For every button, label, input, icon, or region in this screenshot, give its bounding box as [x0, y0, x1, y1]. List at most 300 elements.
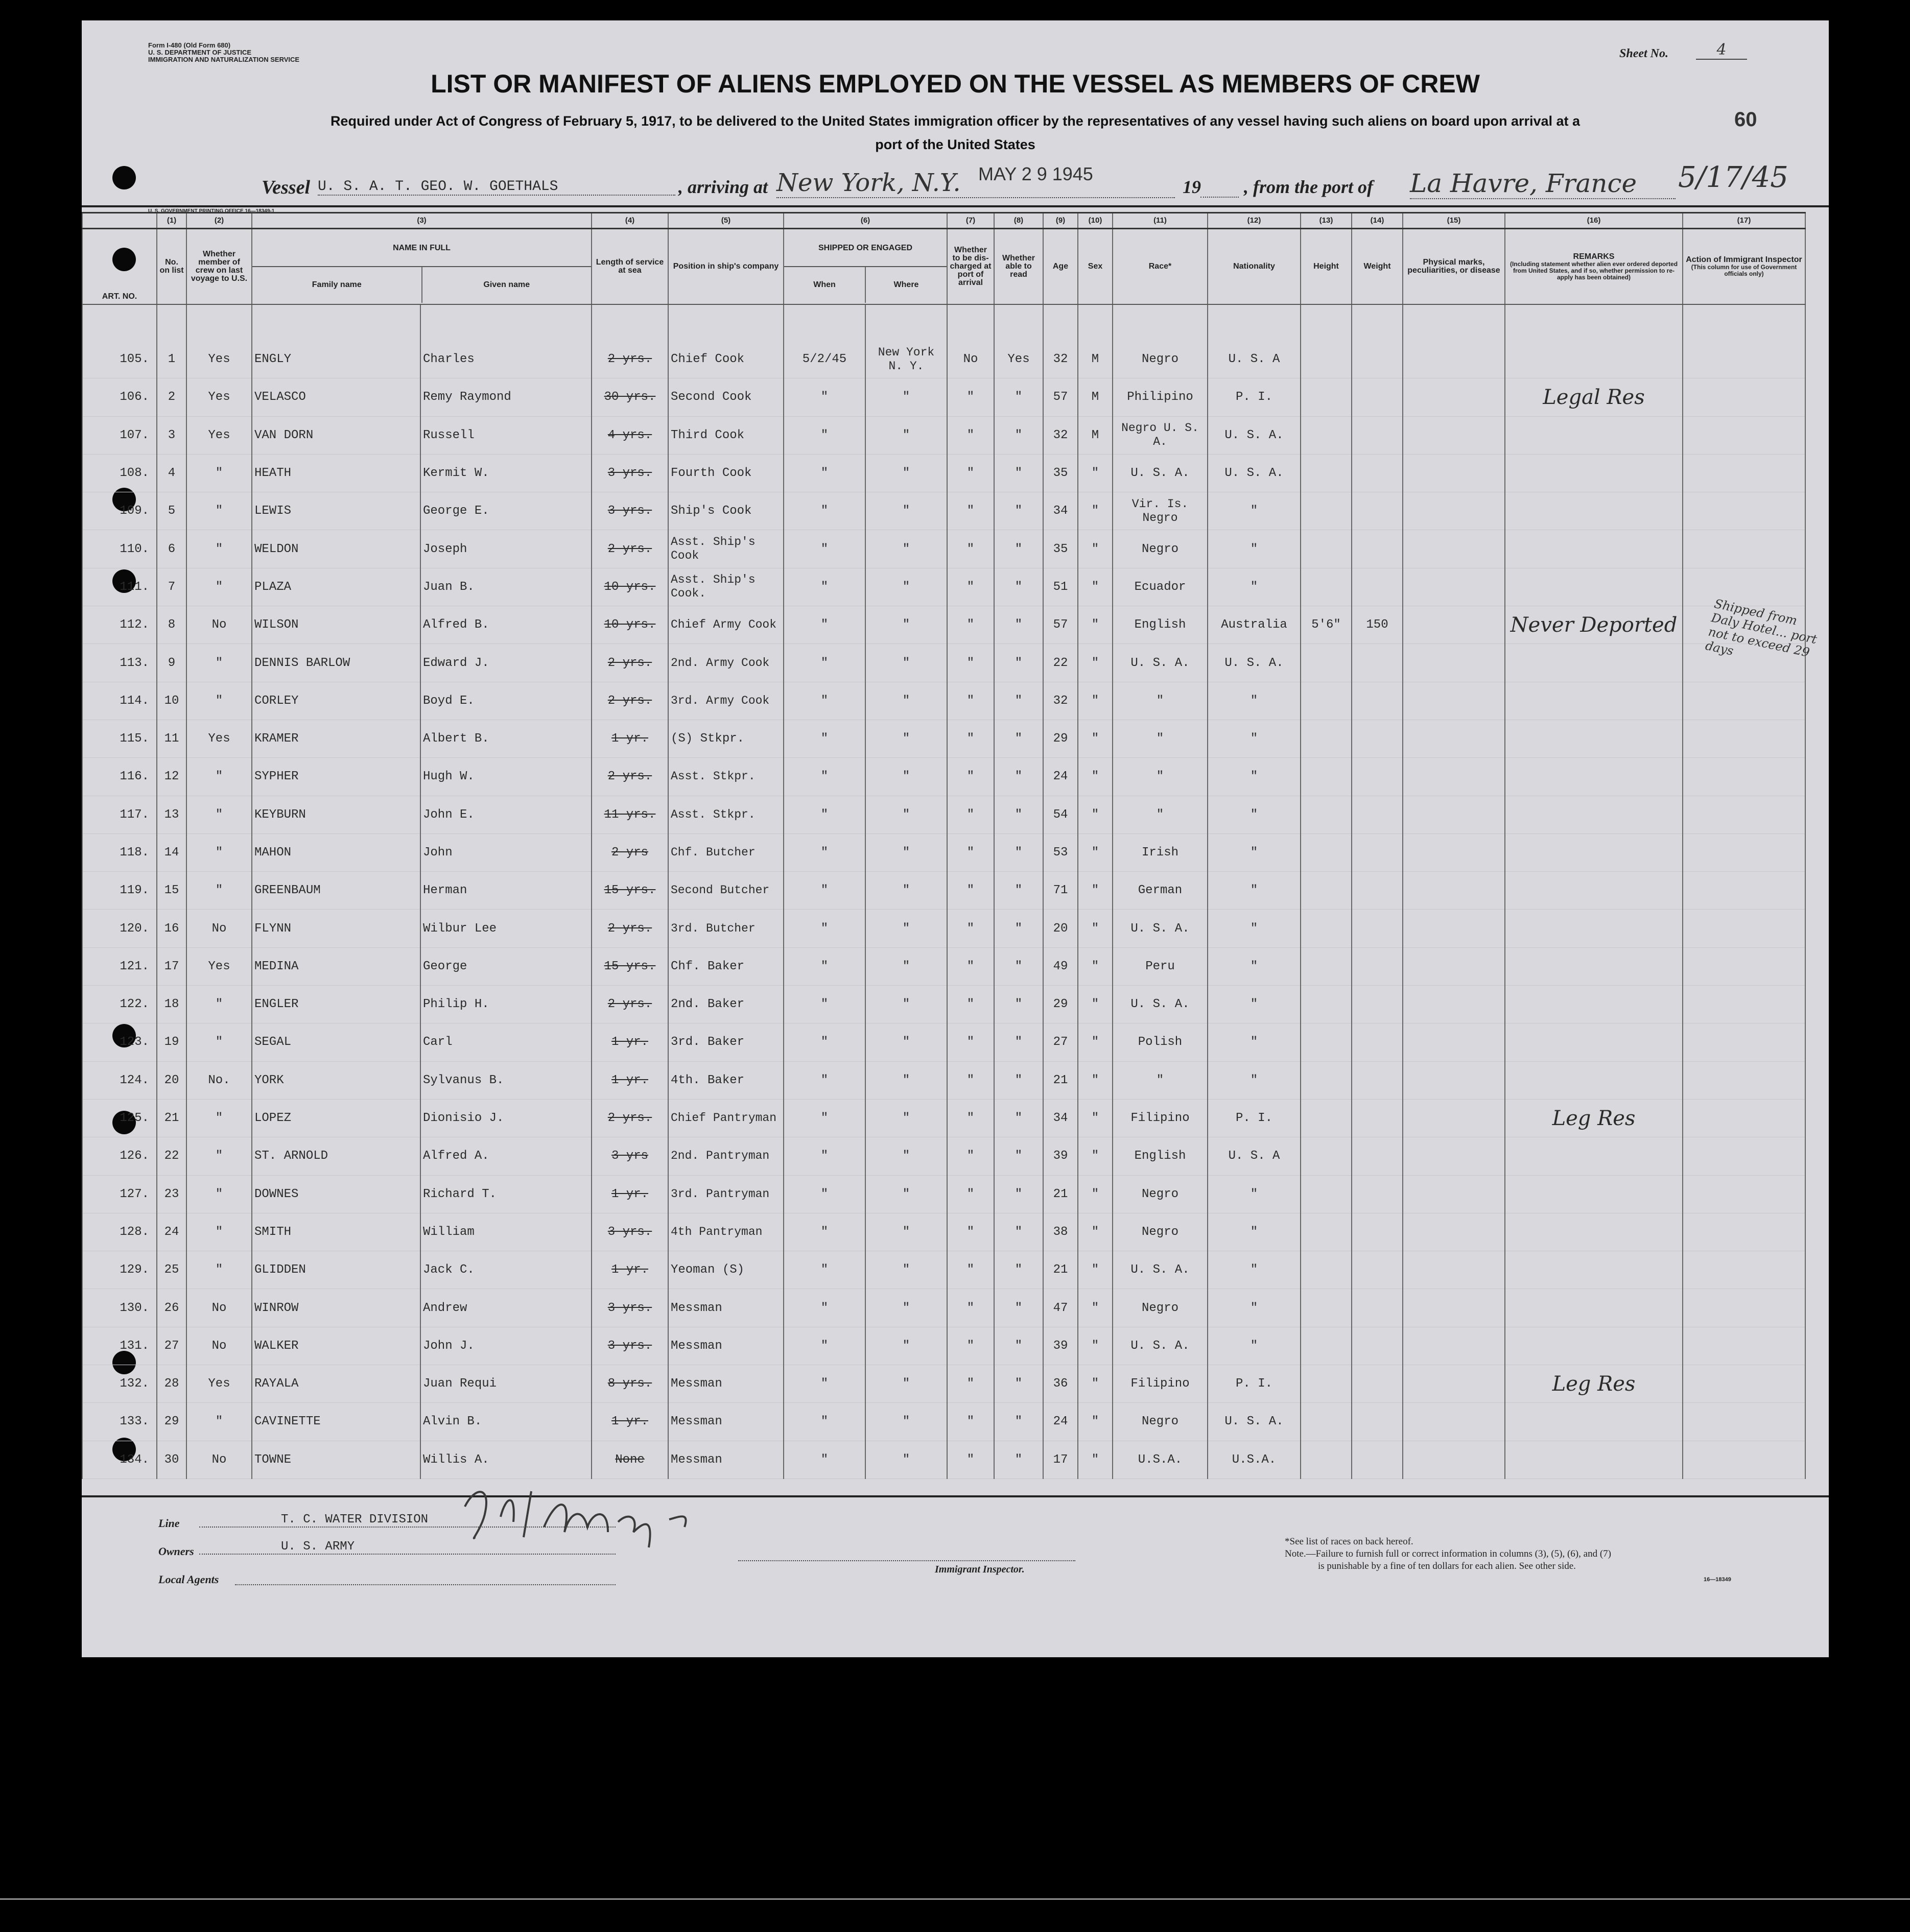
sex: "	[1078, 1403, 1113, 1441]
family-name: GLIDDEN	[252, 1251, 420, 1289]
family-name: CAVINETTE	[252, 1403, 420, 1441]
header-family-name: Family name	[252, 267, 422, 303]
race: "	[1113, 758, 1208, 796]
shipped-where: "	[865, 1023, 947, 1061]
family-name: HEATH	[252, 454, 420, 492]
shipped-when: "	[784, 910, 865, 947]
able-to-read: "	[994, 1061, 1043, 1099]
height	[1301, 682, 1352, 720]
header-sex: Sex	[1078, 229, 1113, 305]
action-cell	[1683, 872, 1805, 910]
discharged: "	[947, 530, 994, 568]
family-name: CORLEY	[252, 682, 420, 720]
able-to-read: "	[994, 986, 1043, 1023]
art-number: 115.	[82, 720, 157, 757]
physical-marks	[1403, 606, 1505, 644]
shipped-where: "	[865, 947, 947, 985]
remarks	[1505, 1251, 1683, 1289]
art-number: 110.	[82, 530, 157, 568]
age: 32	[1043, 416, 1078, 454]
shipped-when: "	[784, 1289, 865, 1327]
length-of-service: 3 yrs	[592, 1137, 668, 1175]
family-name: KEYBURN	[252, 796, 420, 833]
sex: "	[1078, 1213, 1113, 1251]
header-whether-member: Whether member of crew on last voyage to U.S.	[186, 229, 252, 305]
action-cell	[1683, 341, 1805, 378]
action-cell	[1683, 1061, 1805, 1099]
race: Negro	[1113, 341, 1208, 378]
height	[1301, 1175, 1352, 1213]
physical-marks	[1403, 454, 1505, 492]
sex: M	[1078, 378, 1113, 416]
art-number: 131.	[82, 1327, 157, 1365]
position: 2nd. Army Cook	[668, 644, 784, 682]
discharged: No	[947, 341, 994, 378]
race: English	[1113, 606, 1208, 644]
length-of-service: 1 yr.	[592, 720, 668, 757]
shipped-when: 5/2/45	[784, 341, 865, 378]
action-cell	[1683, 1251, 1805, 1289]
length-of-service: 2 yrs	[592, 833, 668, 871]
art-number: 129.	[82, 1251, 157, 1289]
art-number: 132.	[82, 1365, 157, 1403]
race: English	[1113, 1137, 1208, 1175]
family-name: MAHON	[252, 833, 420, 871]
able-to-read: "	[994, 947, 1043, 985]
member-last-voyage: "	[186, 568, 252, 606]
physical-marks	[1403, 947, 1505, 985]
physical-marks	[1403, 1023, 1505, 1061]
given-name: Dionisio J.	[420, 1099, 592, 1137]
length-of-service: 10 yrs.	[592, 606, 668, 644]
given-name: Andrew	[420, 1289, 592, 1327]
given-name: Charles	[420, 341, 592, 378]
nationality: "	[1208, 492, 1301, 530]
remarks	[1505, 1175, 1683, 1213]
remarks: Never Deported	[1505, 606, 1683, 644]
height	[1301, 1099, 1352, 1137]
member-last-voyage: No	[186, 606, 252, 644]
header-remarks-sub: (Including statement whether alien ever ordered deported from United States, and if so, whether permission to re-apply has been obtained)	[1510, 260, 1678, 281]
age: 51	[1043, 568, 1078, 606]
height	[1301, 341, 1352, 378]
height	[1301, 947, 1352, 985]
position: Yeoman (S)	[668, 1251, 784, 1289]
sex: "	[1078, 1365, 1113, 1403]
age: 34	[1043, 1099, 1078, 1137]
list-number: 16	[157, 910, 186, 947]
form-number: Form I-480 (Old Form 680)	[148, 41, 231, 49]
shipped-where: "	[865, 796, 947, 833]
action-cell	[1683, 492, 1805, 530]
table-row	[82, 796, 1805, 833]
position: 3rd. Butcher	[668, 910, 784, 947]
member-last-voyage: "	[186, 1137, 252, 1175]
family-name: PLAZA	[252, 568, 420, 606]
position: (S) Stkpr.	[668, 720, 784, 757]
shipped-where: "	[865, 1061, 947, 1099]
remarks: Leg Res	[1505, 1365, 1683, 1403]
col-num: (14)	[1352, 213, 1403, 229]
sex: "	[1078, 1327, 1113, 1365]
position: Second Cook	[668, 378, 784, 416]
remarks	[1505, 796, 1683, 833]
able-to-read: "	[994, 378, 1043, 416]
position: Messman	[668, 1327, 784, 1365]
line-value: T. C. WATER DIVISION	[199, 1513, 616, 1528]
family-name: SMITH	[252, 1213, 420, 1251]
owners-value: U. S. ARMY	[199, 1540, 616, 1555]
position: Messman	[668, 1403, 784, 1441]
weight	[1352, 986, 1403, 1023]
able-to-read: "	[994, 606, 1043, 644]
sex: "	[1078, 606, 1113, 644]
sex: "	[1078, 530, 1113, 568]
nationality: "	[1208, 1251, 1301, 1289]
arrival-date-stamp: MAY 2 9 1945	[978, 163, 1093, 184]
nationality: "	[1208, 530, 1301, 568]
given-name: Alvin B.	[420, 1403, 592, 1441]
able-to-read: "	[994, 720, 1043, 757]
nationality: "	[1208, 833, 1301, 871]
action-cell	[1683, 947, 1805, 985]
art-number: 111.	[82, 568, 157, 606]
physical-marks	[1403, 1327, 1505, 1365]
table-row	[82, 454, 1805, 492]
from-date: 5/17/45	[1678, 161, 1788, 194]
sex: "	[1078, 1137, 1113, 1175]
age: 22	[1043, 644, 1078, 682]
race: U. S. A.	[1113, 986, 1208, 1023]
shipped-where: "	[865, 910, 947, 947]
service-name: IMMIGRATION AND NATURALIZATION SERVICE	[148, 56, 300, 63]
department-name: U. S. DEPARTMENT OF JUSTICE	[148, 49, 251, 56]
table-row	[82, 872, 1805, 910]
action-cell	[1683, 568, 1805, 606]
shipped-where: "	[865, 986, 947, 1023]
penalty-note-line2: is punishable by a fine of ten dollars for each alien. See other side.	[1318, 1561, 1576, 1571]
crew-table-body	[82, 304, 1805, 1478]
shipped-where: "	[865, 833, 947, 871]
shipped-where: "	[865, 872, 947, 910]
shipped-when: "	[784, 1327, 865, 1365]
table-row	[82, 1099, 1805, 1137]
shipped-where: "	[865, 644, 947, 682]
physical-marks	[1403, 833, 1505, 871]
action-cell	[1683, 796, 1805, 833]
physical-marks	[1403, 492, 1505, 530]
physical-marks	[1403, 644, 1505, 682]
list-number: 18	[157, 986, 186, 1023]
table-row	[82, 833, 1805, 871]
member-last-voyage: "	[186, 1213, 252, 1251]
line-label: Line	[158, 1517, 180, 1530]
length-of-service: 2 yrs.	[592, 910, 668, 947]
crew-table	[82, 212, 1806, 1479]
family-name: TOWNE	[252, 1441, 420, 1478]
position: Chief Army Cook	[668, 606, 784, 644]
able-to-read: "	[994, 1099, 1043, 1137]
height	[1301, 758, 1352, 796]
member-last-voyage: No	[186, 1441, 252, 1478]
remarks	[1505, 1403, 1683, 1441]
member-last-voyage: "	[186, 492, 252, 530]
weight	[1352, 341, 1403, 378]
race: "	[1113, 720, 1208, 757]
table-row	[82, 492, 1805, 530]
table-row	[82, 986, 1805, 1023]
header-length-service: Length of service at sea	[592, 229, 668, 305]
member-last-voyage: "	[186, 758, 252, 796]
able-to-read: "	[994, 1213, 1043, 1251]
art-number: 118.	[82, 833, 157, 871]
given-name: George E.	[420, 492, 592, 530]
table-row	[82, 1251, 1805, 1289]
given-name: Alfred B.	[420, 606, 592, 644]
family-name: KRAMER	[252, 720, 420, 757]
physical-marks	[1403, 910, 1505, 947]
signature-scrawl	[455, 1476, 771, 1558]
physical-marks	[1403, 1251, 1505, 1289]
position: Second Butcher	[668, 872, 784, 910]
age: 39	[1043, 1327, 1078, 1365]
position: Chf. Baker	[668, 947, 784, 985]
manifest-sheet	[82, 20, 1829, 1657]
race: German	[1113, 872, 1208, 910]
weight	[1352, 378, 1403, 416]
weight	[1352, 682, 1403, 720]
position: 2nd. Baker	[668, 986, 784, 1023]
nationality: P. I.	[1208, 1365, 1301, 1403]
sheet-label: Sheet No.	[1619, 47, 1668, 60]
shipped-when: "	[784, 1137, 865, 1175]
sex: "	[1078, 1061, 1113, 1099]
remarks	[1505, 947, 1683, 985]
weight	[1352, 644, 1403, 682]
sex: M	[1078, 416, 1113, 454]
sex: "	[1078, 910, 1113, 947]
discharged: "	[947, 720, 994, 757]
header-shipped-engaged: SHIPPED OR ENGAGED	[784, 230, 947, 267]
family-name: WALKER	[252, 1327, 420, 1365]
shipped-where: "	[865, 1403, 947, 1441]
position: 3rd. Baker	[668, 1023, 784, 1061]
discharged: "	[947, 1441, 994, 1478]
sex: "	[1078, 872, 1113, 910]
shipped-where: "	[865, 416, 947, 454]
position: Asst. Ship's Cook.	[668, 568, 784, 606]
art-number: 120.	[82, 910, 157, 947]
shipped-where: "	[865, 1251, 947, 1289]
shipped-where: "	[865, 492, 947, 530]
corner-number: 60	[1734, 108, 1757, 131]
physical-marks	[1403, 682, 1505, 720]
local-agents-label: Local Agents	[158, 1573, 219, 1586]
table-row	[82, 416, 1805, 454]
art-number: 119.	[82, 872, 157, 910]
member-last-voyage: Yes	[186, 341, 252, 378]
height	[1301, 833, 1352, 871]
age: 34	[1043, 492, 1078, 530]
member-last-voyage: "	[186, 1403, 252, 1441]
height	[1301, 1365, 1352, 1403]
nationality: Australia	[1208, 606, 1301, 644]
member-last-voyage: No	[186, 1327, 252, 1365]
age: 24	[1043, 1403, 1078, 1441]
family-name: DOWNES	[252, 1175, 420, 1213]
weight	[1352, 720, 1403, 757]
arriving-port: New York, N.Y.	[776, 169, 1175, 198]
action-cell	[1683, 1099, 1805, 1137]
age: 32	[1043, 682, 1078, 720]
shipped-when: "	[784, 568, 865, 606]
physical-marks	[1403, 1061, 1505, 1099]
remarks	[1505, 1023, 1683, 1061]
discharged: "	[947, 568, 994, 606]
action-cell	[1683, 1137, 1805, 1175]
weight	[1352, 530, 1403, 568]
able-to-read: "	[994, 1175, 1043, 1213]
physical-marks	[1403, 872, 1505, 910]
list-number: 28	[157, 1365, 186, 1403]
art-number: 130.	[82, 1289, 157, 1327]
race: Ecuador	[1113, 568, 1208, 606]
height	[1301, 416, 1352, 454]
list-number: 20	[157, 1061, 186, 1099]
race: "	[1113, 682, 1208, 720]
discharged: "	[947, 1099, 994, 1137]
shipped-when: "	[784, 606, 865, 644]
year-label: 19	[1183, 177, 1201, 197]
able-to-read: "	[994, 530, 1043, 568]
shipped-when: "	[784, 758, 865, 796]
length-of-service: 10 yrs.	[592, 568, 668, 606]
position: Third Cook	[668, 416, 784, 454]
column-number-row	[82, 213, 1805, 229]
given-name: John J.	[420, 1327, 592, 1365]
list-number: 17	[157, 947, 186, 985]
nationality: U. S. A	[1208, 341, 1301, 378]
member-last-voyage: "	[186, 1175, 252, 1213]
shipped-when: "	[784, 1061, 865, 1099]
height	[1301, 1251, 1352, 1289]
remarks	[1505, 568, 1683, 606]
sex: "	[1078, 1099, 1113, 1137]
remarks	[1505, 530, 1683, 568]
shipped-where: "	[865, 606, 947, 644]
nationality: "	[1208, 568, 1301, 606]
header-action-group	[1683, 229, 1805, 305]
nationality: U.S.A.	[1208, 1441, 1301, 1478]
art-number: 124.	[82, 1061, 157, 1099]
action-cell	[1683, 416, 1805, 454]
length-of-service: None	[592, 1441, 668, 1478]
able-to-read: "	[994, 1365, 1043, 1403]
action-cell	[1683, 720, 1805, 757]
height	[1301, 1023, 1352, 1061]
given-name: Joseph	[420, 530, 592, 568]
discharged: "	[947, 416, 994, 454]
col-num: (7)	[947, 213, 994, 229]
age: 27	[1043, 1023, 1078, 1061]
list-number: 5	[157, 492, 186, 530]
from-port-label: , from the port of	[1244, 177, 1374, 197]
shipped-where: "	[865, 1327, 947, 1365]
physical-marks	[1403, 416, 1505, 454]
art-number: 123.	[82, 1023, 157, 1061]
age: 39	[1043, 1137, 1078, 1175]
able-to-read: "	[994, 1441, 1043, 1478]
length-of-service: 2 yrs.	[592, 530, 668, 568]
shipped-where: "	[865, 1137, 947, 1175]
shipped-where: "	[865, 682, 947, 720]
col-num: (17)	[1683, 213, 1805, 229]
list-number: 1	[157, 341, 186, 378]
weight: 150	[1352, 606, 1403, 644]
age: 21	[1043, 1175, 1078, 1213]
given-name: William	[420, 1213, 592, 1251]
remarks	[1505, 1327, 1683, 1365]
able-to-read: "	[994, 454, 1043, 492]
weight	[1352, 833, 1403, 871]
table-row	[82, 1403, 1805, 1441]
remarks	[1505, 682, 1683, 720]
race: Negro U. S. A.	[1113, 416, 1208, 454]
able-to-read: "	[994, 872, 1043, 910]
shipped-where: "	[865, 454, 947, 492]
art-number: 133.	[82, 1403, 157, 1441]
header-nationality: Nationality	[1208, 229, 1301, 305]
nationality: "	[1208, 872, 1301, 910]
shipped-when: "	[784, 720, 865, 757]
length-of-service: 2 yrs.	[592, 758, 668, 796]
member-last-voyage: Yes	[186, 416, 252, 454]
physical-marks	[1403, 1175, 1505, 1213]
shipped-when: "	[784, 416, 865, 454]
able-to-read: Yes	[994, 341, 1043, 378]
header-shipped-group	[784, 229, 947, 305]
weight	[1352, 1289, 1403, 1327]
race: U.S.A.	[1113, 1441, 1208, 1478]
height	[1301, 796, 1352, 833]
family-name: ENGLY	[252, 341, 420, 378]
able-to-read: "	[994, 833, 1043, 871]
list-number: 14	[157, 833, 186, 871]
list-number: 13	[157, 796, 186, 833]
remarks	[1505, 986, 1683, 1023]
remarks: Legal Res	[1505, 378, 1683, 416]
given-name: Philip H.	[420, 986, 592, 1023]
position: Asst. Stkpr.	[668, 796, 784, 833]
art-number: 134.	[82, 1441, 157, 1478]
list-number: 11	[157, 720, 186, 757]
weight	[1352, 872, 1403, 910]
age: 36	[1043, 1365, 1078, 1403]
action-cell	[1683, 378, 1805, 416]
race: Negro	[1113, 1403, 1208, 1441]
art-number: 125.	[82, 1099, 157, 1137]
sex: "	[1078, 833, 1113, 871]
race: Filipino	[1113, 1365, 1208, 1403]
race: U. S. A.	[1113, 910, 1208, 947]
member-last-voyage: "	[186, 833, 252, 871]
age: 54	[1043, 796, 1078, 833]
age: 57	[1043, 606, 1078, 644]
shipped-when: "	[784, 644, 865, 682]
nationality: "	[1208, 1327, 1301, 1365]
shipped-when: "	[784, 1251, 865, 1289]
race: "	[1113, 796, 1208, 833]
